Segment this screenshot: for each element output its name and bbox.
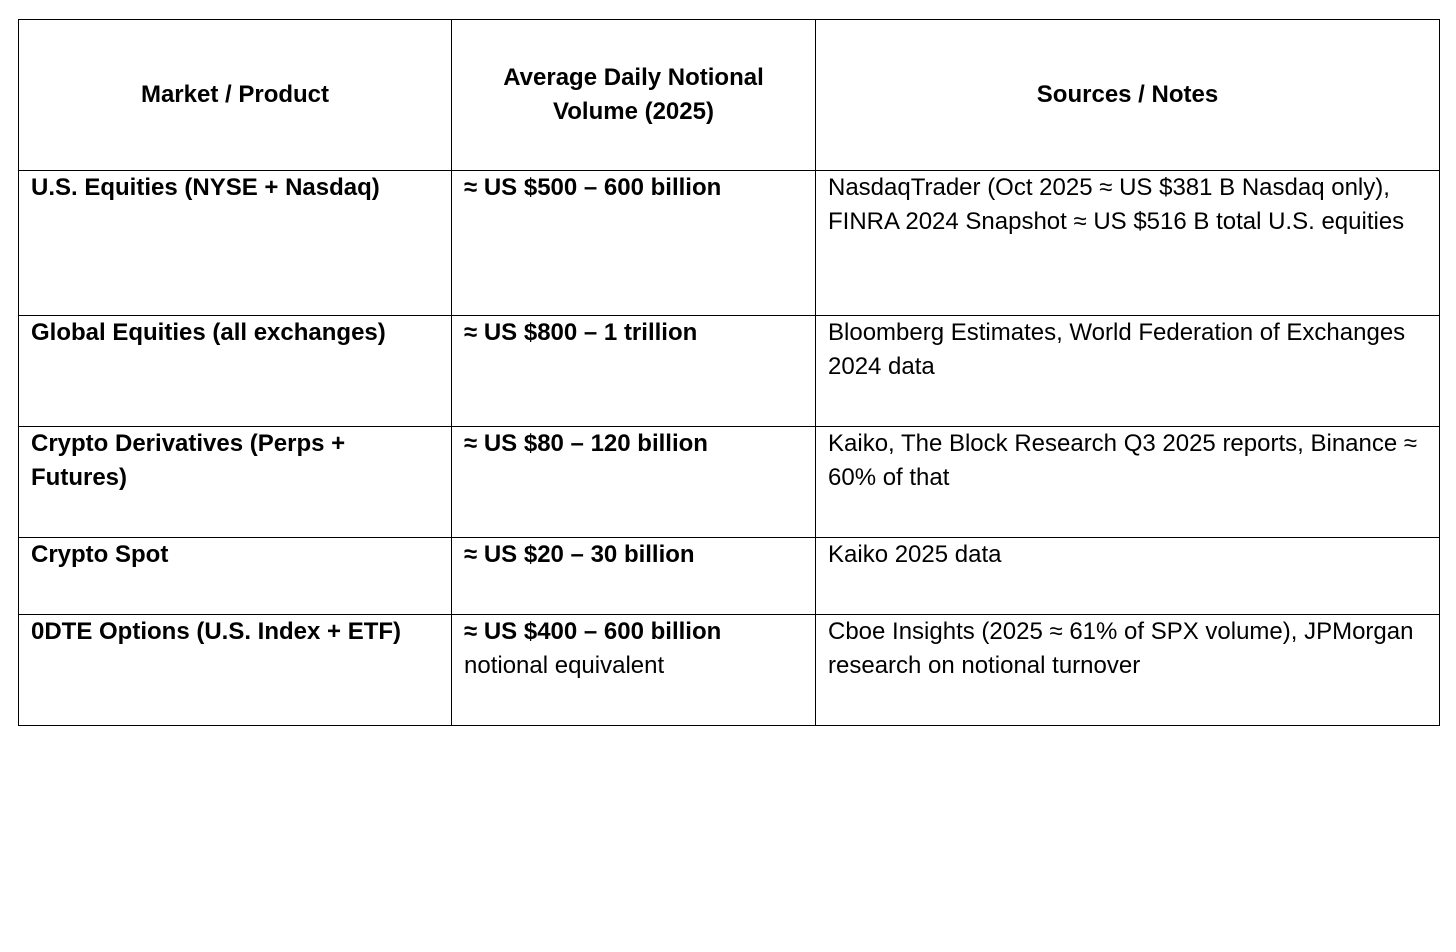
sources-cell: Kaiko 2025 data bbox=[816, 538, 1440, 615]
sources-cell: Bloomberg Estimates, World Federation of Exchanges 2024 data bbox=[816, 316, 1440, 427]
volume-cell bbox=[452, 171, 816, 316]
header-market: Market / Product bbox=[19, 20, 452, 171]
volume-table bbox=[18, 19, 1440, 726]
market-cell: Global Equities (all exchanges) bbox=[19, 316, 452, 427]
market-cell: Crypto Spot bbox=[19, 538, 452, 615]
volume-cell bbox=[452, 615, 816, 726]
header-sources: Sources / Notes bbox=[816, 20, 1440, 171]
volume-value: ≈ US $500 – 600 billion bbox=[464, 174, 722, 201]
table-row bbox=[19, 316, 1440, 427]
sources-cell: NasdaqTrader (Oct 2025 ≈ US $381 B Nasdaq only), FINRA 2024 Snapshot ≈ US $516 B total U.S. equities bbox=[816, 171, 1440, 316]
volume-cell bbox=[452, 538, 816, 615]
volume-value: ≈ US $400 – 600 billion bbox=[464, 618, 722, 645]
header-volume: Average Daily Notional Volume (2025) bbox=[452, 20, 816, 171]
market-cell: U.S. Equities (NYSE + Nasdaq) bbox=[19, 171, 452, 316]
header-row bbox=[19, 20, 1440, 171]
volume-cell bbox=[452, 316, 816, 427]
volume-value: ≈ US $20 – 30 billion bbox=[464, 541, 695, 568]
market-cell: 0DTE Options (U.S. Index + ETF) bbox=[19, 615, 452, 726]
table-row bbox=[19, 427, 1440, 538]
table-row bbox=[19, 538, 1440, 615]
market-cell: Crypto Derivatives (Perps + Futures) bbox=[19, 427, 452, 538]
table-body bbox=[19, 171, 1440, 726]
table-header bbox=[19, 20, 1440, 171]
volume-note: notional equivalent bbox=[464, 652, 665, 679]
volume-value: ≈ US $800 – 1 trillion bbox=[464, 319, 698, 346]
volume-cell bbox=[452, 427, 816, 538]
sources-cell: Kaiko, The Block Research Q3 2025 reports, Binance ≈ 60% of that bbox=[816, 427, 1440, 538]
sources-cell: Cboe Insights (2025 ≈ 61% of SPX volume), JPMorgan research on notional turnover bbox=[816, 615, 1440, 726]
table-row bbox=[19, 615, 1440, 726]
table-row bbox=[19, 171, 1440, 316]
volume-value: ≈ US $80 – 120 billion bbox=[464, 430, 708, 457]
